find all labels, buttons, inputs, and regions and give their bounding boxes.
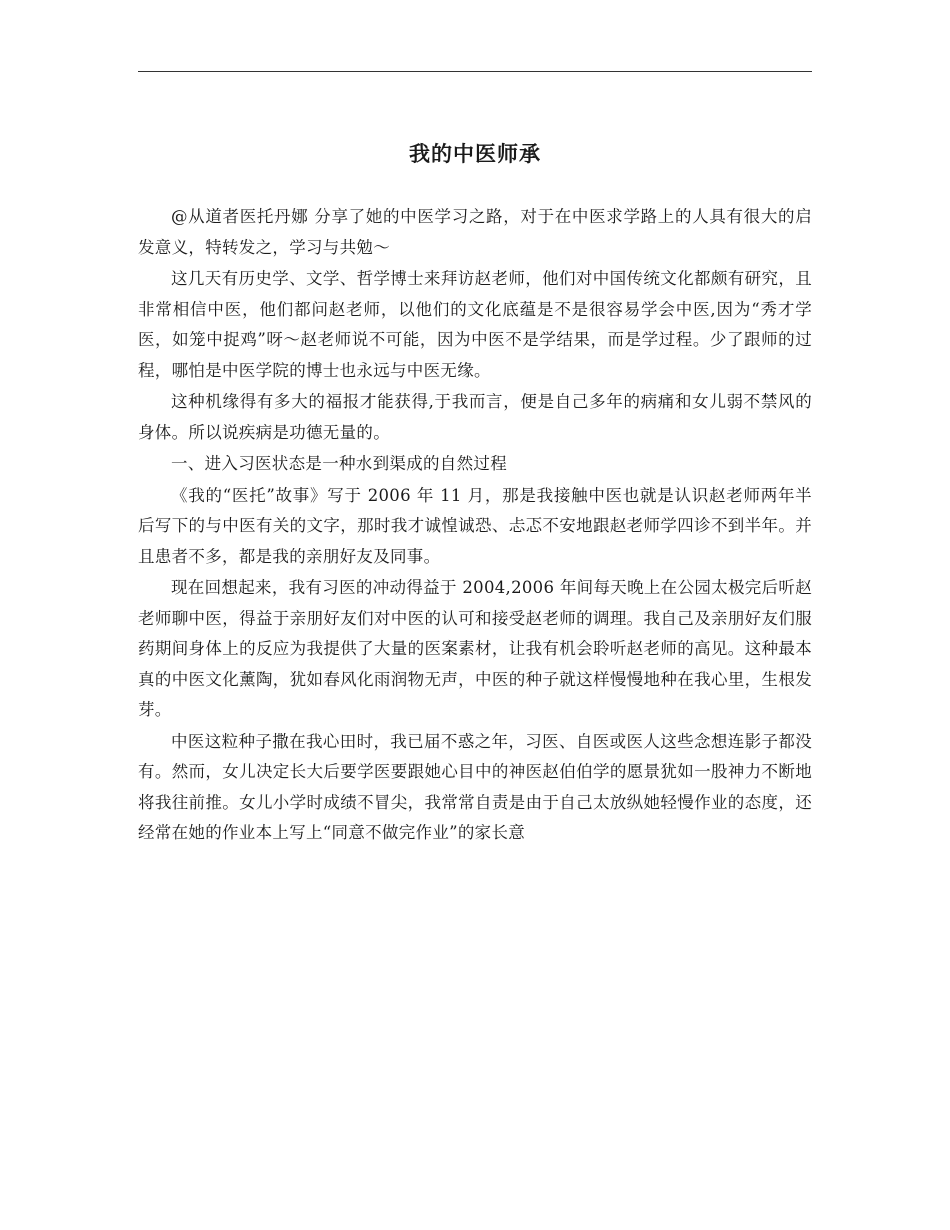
paragraph-story: 《我的“医托”故事》写于 2006 年 11 月，那是我接触中医也就是认识赵老师两年半后写下的与中医有关的文字，那时我才诚惶诚恐、忐忑不安地跟赵老师学四诊不到半年。并且患者不多，都是我的亲朋好友及同事。 bbox=[138, 485, 812, 566]
paragraph-visitors: 这几天有历史学、文学、哲学博士来拜访赵老师，他们对中国传统文化都颇有研究，且非常相信中医，他们都问赵老师，以他们的文化底蕴是不是很容易学会中医,因为“秀才学医，如笼中捉鸡”呀～赵老师说不可能，因为中医不是学结果，而是学过程。少了跟师的过程，哪怕是中医学院的博士也永远与中医无缘。 bbox=[138, 269, 812, 380]
section-heading-1: 一、进入习医状态是一种水到渠成的自然过程 bbox=[171, 454, 507, 473]
paragraph-seed: 中医这粒种子撒在我心田时，我已届不惑之年，习医、自医或医人这些念想连影子都没有。然而，女儿决定长大后要学医要跟她心目中的神医赵伯伯学的愿景犹如一股神力不断地将我往前推。女儿小学时成绩不冒尖，我常常自责是由于自己太放纵她轻慢作业的态度，还经常在她的作业本上写上“同意不做完作业”的家长意 bbox=[138, 731, 812, 842]
document-title: 我的中医师承 bbox=[409, 141, 541, 166]
paragraph-recollection: 现在回想起来，我有习医的冲动得益于 2004,2006 年间每天晚上在公园太极完后听赵老师聊中医，得益于亲朋好友们对中医的认可和接受赵老师的调理。我自己及亲朋好友们服药期间身体上的反应为我提供了大量的医案素材，让我有机会聆听赵老师的高见。这种最本真的中医文化薰陶，犹如春风化雨润物无声，中医的种子就这样慢慢地种在我心里，生根发芽。 bbox=[138, 578, 812, 719]
document-body bbox=[138, 202, 812, 850]
paragraph-fortune: 这种机缘得有多大的福报才能获得,于我而言，便是自己多年的病痛和女儿弱不禁风的身体。所以说疾病是功德无量的。 bbox=[138, 392, 812, 442]
paragraph-intro: @从道者医托丹娜 分享了她的中医学习之路，对于在中医求学路上的人具有很大的启发意义，特转发之，学习与共勉～ bbox=[138, 207, 812, 257]
header-rule bbox=[138, 71, 812, 72]
